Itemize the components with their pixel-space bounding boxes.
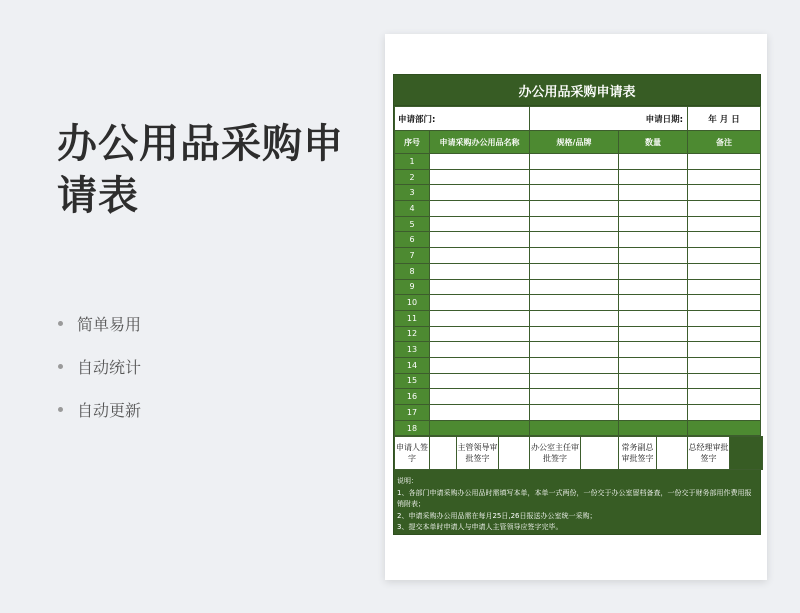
signature-label: 总经理审批签字 <box>688 437 730 470</box>
col-header-qty: 数量 <box>619 131 688 154</box>
table-row <box>395 357 761 373</box>
signature-field[interactable] <box>730 437 763 470</box>
col-header-spec: 规格/品牌 <box>530 131 619 154</box>
row-cell[interactable] <box>430 420 530 436</box>
row-cell[interactable] <box>688 185 761 201</box>
feature-item <box>58 398 141 420</box>
table-row <box>395 263 761 279</box>
row-cell[interactable] <box>530 232 619 248</box>
row-cell[interactable] <box>619 389 688 405</box>
signature-table <box>394 436 763 470</box>
feature-item <box>58 355 141 377</box>
row-number: 18 <box>395 420 430 436</box>
row-cell[interactable] <box>530 154 619 170</box>
bullet-icon <box>58 364 63 369</box>
row-number: 4 <box>395 201 430 217</box>
row-number: 2 <box>395 169 430 185</box>
feature-label: 自动更新 <box>77 400 142 420</box>
row-cell[interactable] <box>430 295 530 311</box>
row-number: 10 <box>395 295 430 311</box>
info-row <box>395 107 761 131</box>
date-value[interactable]: 年 月 日 <box>688 107 761 131</box>
row-number: 9 <box>395 279 430 295</box>
row-cell[interactable] <box>430 310 530 326</box>
row-cell[interactable] <box>530 248 619 264</box>
row-number: 14 <box>395 357 430 373</box>
row-cell[interactable] <box>430 405 530 421</box>
signature-field[interactable] <box>430 437 457 470</box>
row-cell[interactable] <box>619 154 688 170</box>
row-cell[interactable] <box>688 295 761 311</box>
row-cell[interactable] <box>688 420 761 436</box>
table-row <box>395 185 761 201</box>
table-row <box>395 405 761 421</box>
dept-cell[interactable] <box>395 107 530 131</box>
row-number: 5 <box>395 216 430 232</box>
signature-label: 申请人签字 <box>395 437 430 470</box>
table-row <box>395 420 761 436</box>
header-row <box>395 131 761 154</box>
row-cell[interactable] <box>430 216 530 232</box>
row-cell[interactable] <box>430 357 530 373</box>
table-row <box>395 279 761 295</box>
table-row <box>395 169 761 185</box>
table-row <box>395 342 761 358</box>
row-cell[interactable] <box>530 405 619 421</box>
row-cell[interactable] <box>430 279 530 295</box>
feature-list <box>58 312 141 441</box>
row-cell[interactable] <box>430 169 530 185</box>
date-label: 申请日期: <box>530 107 688 131</box>
row-cell[interactable] <box>430 232 530 248</box>
row-cell[interactable] <box>530 420 619 436</box>
signature-label: 常务副总审批签字 <box>619 437 657 470</box>
signature-label: 主管领导审批签字 <box>457 437 499 470</box>
notes-line: 1、各部门申请采购办公用品时需填写本单，本单一式两份，一份交于办公室留档备查，一份交于财务部用作费用报销附表； <box>397 488 752 509</box>
row-cell[interactable] <box>619 310 688 326</box>
row-number: 3 <box>395 185 430 201</box>
row-cell[interactable] <box>619 405 688 421</box>
row-number: 6 <box>395 232 430 248</box>
row-cell[interactable] <box>619 232 688 248</box>
signature-row <box>395 437 763 470</box>
row-cell[interactable] <box>430 373 530 389</box>
row-number: 1 <box>395 154 430 170</box>
feature-label: 自动统计 <box>77 357 142 377</box>
row-cell[interactable] <box>619 342 688 358</box>
row-cell[interactable] <box>688 216 761 232</box>
table-row <box>395 389 761 405</box>
row-cell[interactable] <box>430 185 530 201</box>
row-cell[interactable] <box>688 342 761 358</box>
row-cell[interactable] <box>688 169 761 185</box>
row-cell[interactable] <box>430 154 530 170</box>
table-row <box>395 248 761 264</box>
row-cell[interactable] <box>430 248 530 264</box>
row-cell[interactable] <box>530 389 619 405</box>
table-row <box>395 373 761 389</box>
bullet-icon <box>58 321 63 326</box>
row-cell[interactable] <box>688 310 761 326</box>
feature-label: 简单易用 <box>77 314 142 334</box>
row-number: 15 <box>395 373 430 389</box>
row-cell[interactable] <box>619 263 688 279</box>
row-cell[interactable] <box>530 295 619 311</box>
notes-line: 3、提交本单时申请人与申请人主管领导应签字完毕。 <box>397 523 563 532</box>
signature-label: 办公室主任审批签字 <box>530 437 581 470</box>
row-cell[interactable] <box>688 326 761 342</box>
row-cell[interactable] <box>530 201 619 217</box>
bullet-icon <box>58 407 63 412</box>
table-row <box>395 326 761 342</box>
row-cell[interactable] <box>619 185 688 201</box>
row-cell[interactable] <box>530 373 619 389</box>
row-cell[interactable] <box>619 248 688 264</box>
row-cell[interactable] <box>530 357 619 373</box>
table-row <box>395 216 761 232</box>
row-number: 12 <box>395 326 430 342</box>
row-cell[interactable] <box>688 154 761 170</box>
row-cell[interactable] <box>619 201 688 217</box>
row-cell[interactable] <box>619 373 688 389</box>
signature-field[interactable] <box>581 437 619 470</box>
row-cell[interactable] <box>430 201 530 217</box>
row-cell[interactable] <box>619 216 688 232</box>
row-cell[interactable] <box>619 295 688 311</box>
row-cell[interactable] <box>688 263 761 279</box>
form-table <box>394 106 761 436</box>
row-cell[interactable] <box>530 342 619 358</box>
row-cell[interactable] <box>688 248 761 264</box>
row-cell[interactable] <box>530 279 619 295</box>
dept-label: 申请部门: <box>398 114 436 125</box>
table-row <box>395 295 761 311</box>
notes-line: 说明： <box>397 477 418 486</box>
row-cell[interactable] <box>530 263 619 279</box>
notes-section <box>394 470 760 534</box>
notes-line: 2、申请采购办公用品需在每月25日,26日报送办公室统一采购； <box>397 511 597 520</box>
form-title: 办公用品采购申请表 <box>394 75 760 106</box>
row-cell[interactable] <box>688 389 761 405</box>
row-cell[interactable] <box>530 169 619 185</box>
row-cell[interactable] <box>688 201 761 217</box>
row-cell[interactable] <box>430 342 530 358</box>
document-preview <box>385 34 767 580</box>
row-cell[interactable] <box>619 169 688 185</box>
row-cell[interactable] <box>619 326 688 342</box>
col-header-index: 序号 <box>395 131 430 154</box>
row-cell[interactable] <box>688 373 761 389</box>
feature-item <box>58 312 141 334</box>
page-title: 办公用品采购申请表 <box>57 121 344 219</box>
row-number: 16 <box>395 389 430 405</box>
row-cell[interactable] <box>430 389 530 405</box>
row-cell[interactable] <box>430 326 530 342</box>
row-cell[interactable] <box>530 185 619 201</box>
row-number: 7 <box>395 248 430 264</box>
row-cell[interactable] <box>619 279 688 295</box>
row-cell[interactable] <box>530 310 619 326</box>
row-cell[interactable] <box>688 357 761 373</box>
signature-field[interactable] <box>657 437 688 470</box>
row-number: 11 <box>395 310 430 326</box>
row-cell[interactable] <box>530 326 619 342</box>
row-cell[interactable] <box>530 216 619 232</box>
row-cell[interactable] <box>688 232 761 248</box>
row-number: 8 <box>395 263 430 279</box>
table-row <box>395 310 761 326</box>
purchase-form <box>393 74 761 535</box>
row-cell[interactable] <box>619 357 688 373</box>
row-cell[interactable] <box>688 279 761 295</box>
row-cell[interactable] <box>430 263 530 279</box>
table-row <box>395 201 761 217</box>
row-number: 13 <box>395 342 430 358</box>
table-row <box>395 154 761 170</box>
row-cell[interactable] <box>688 405 761 421</box>
row-cell[interactable] <box>619 420 688 436</box>
col-header-remark: 备注 <box>688 131 761 154</box>
row-number: 17 <box>395 405 430 421</box>
table-row <box>395 232 761 248</box>
col-header-item: 申请采购办公用品名称 <box>430 131 530 154</box>
signature-field[interactable] <box>499 437 530 470</box>
